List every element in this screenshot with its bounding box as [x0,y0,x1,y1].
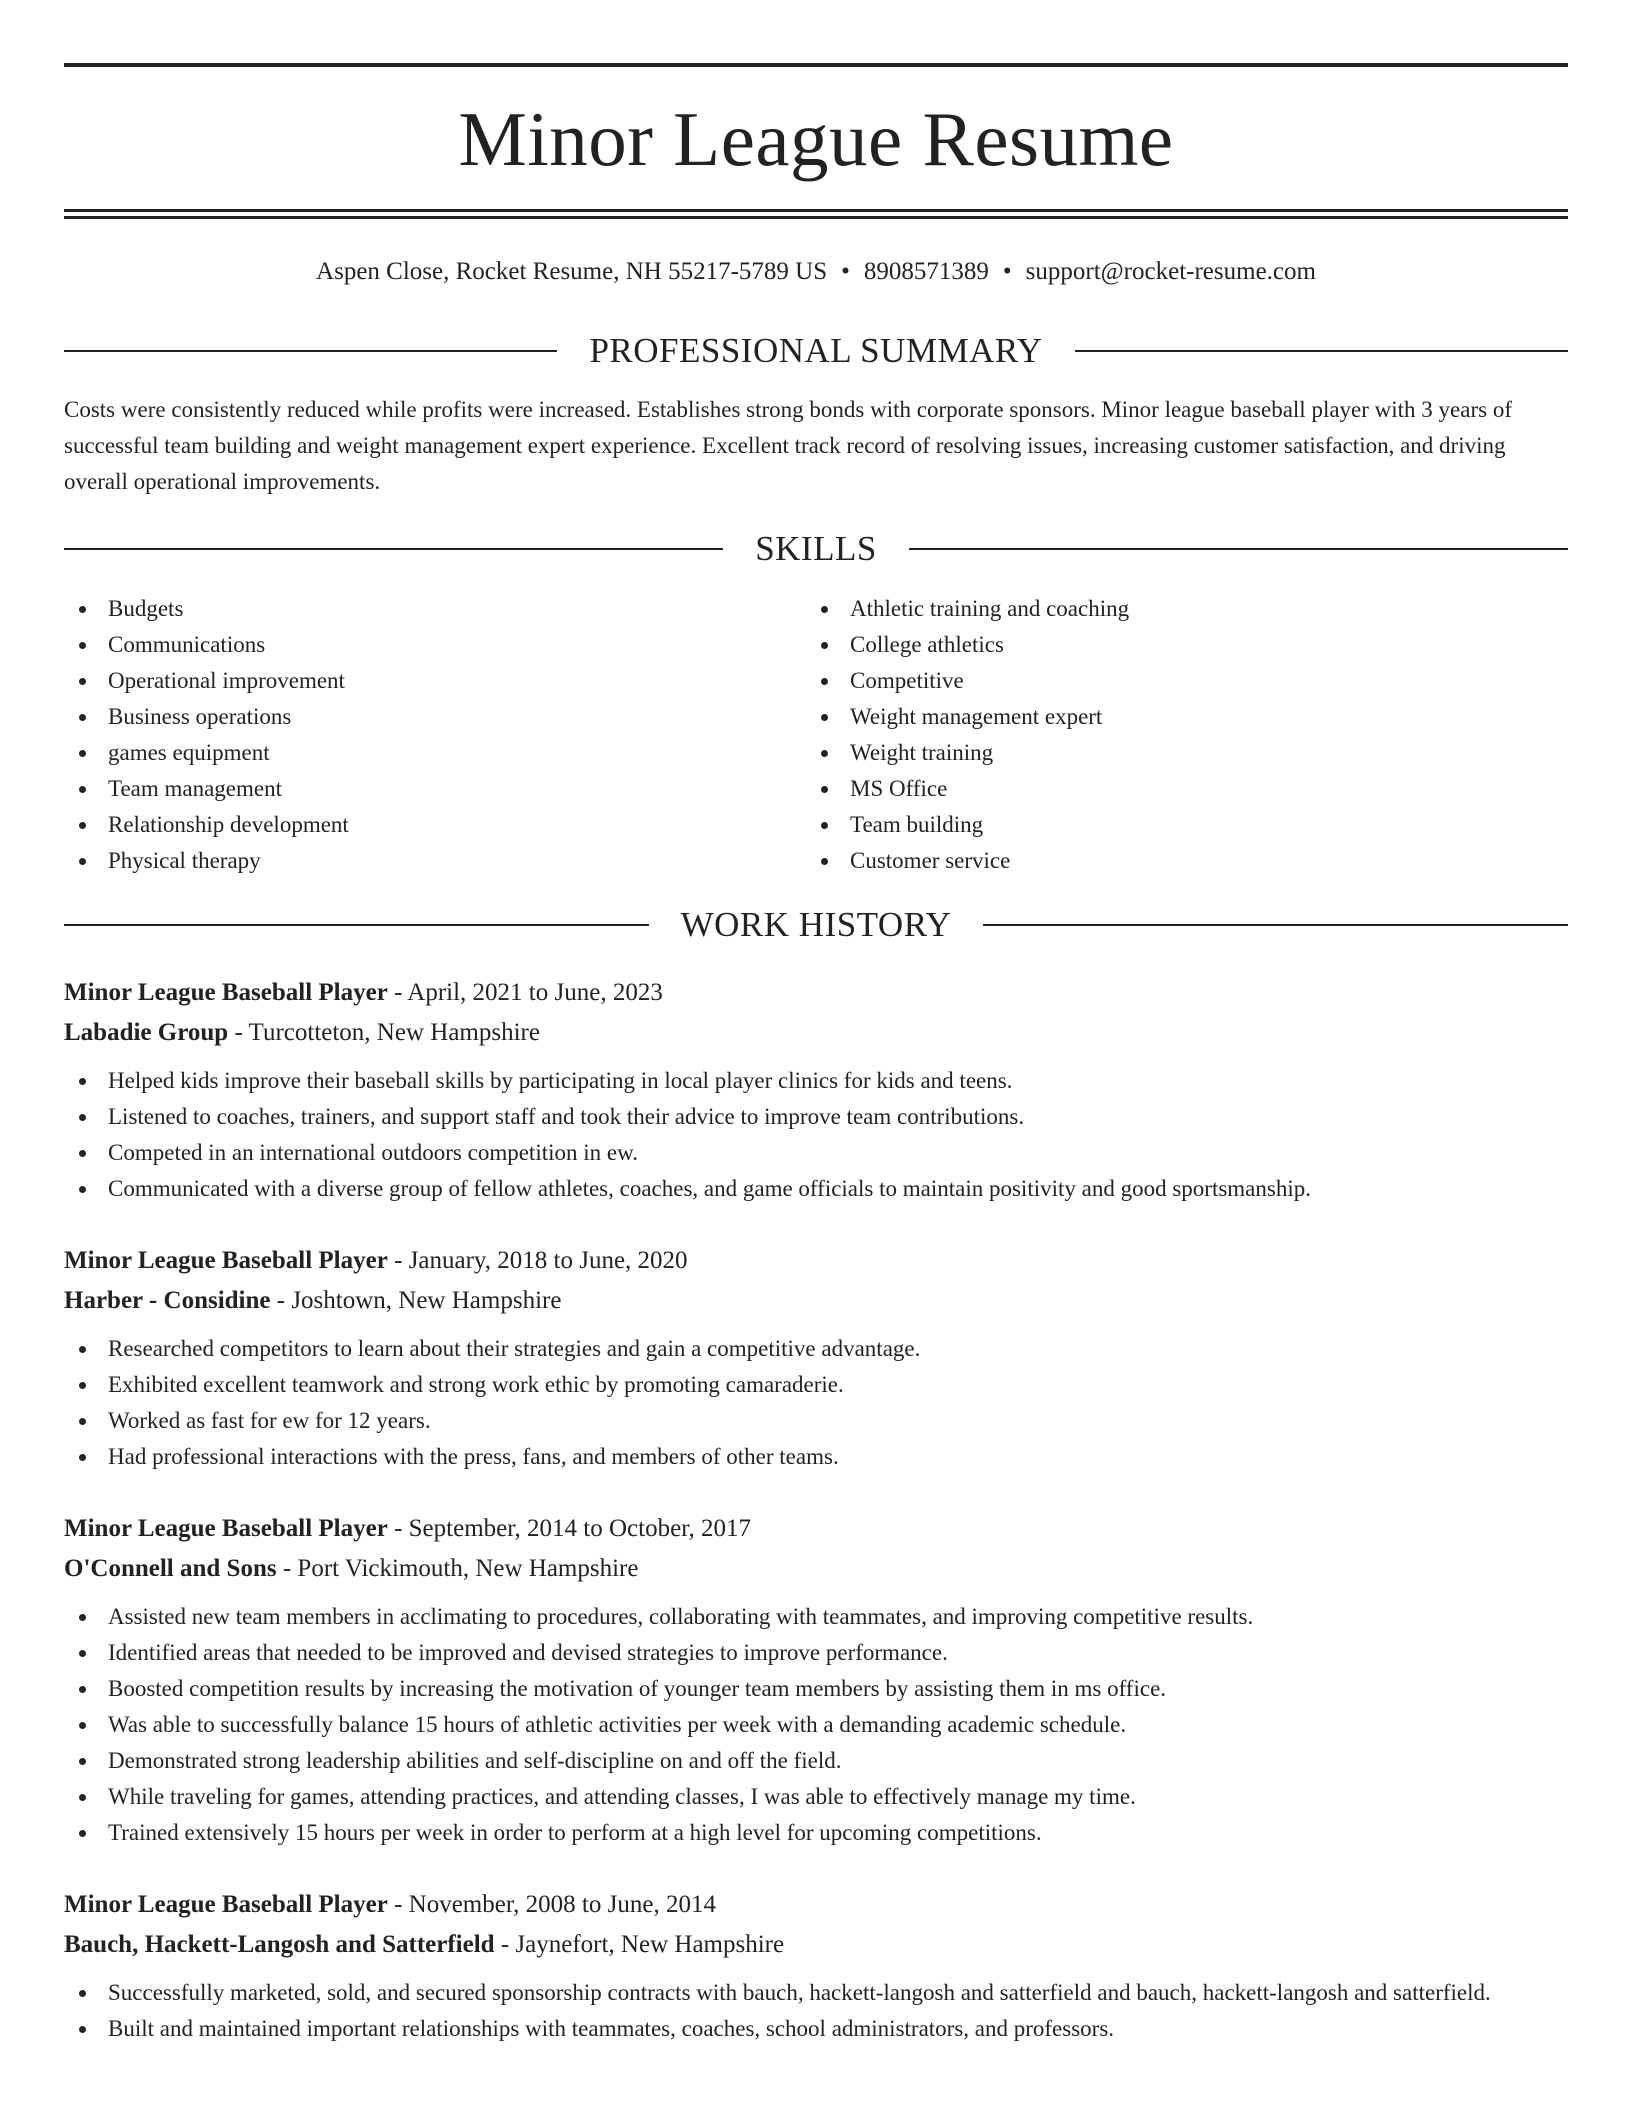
skill-item: Physical therapy [64,843,806,879]
job-title-line [64,1241,1568,1281]
job-dates: - November, 2008 to June, 2014 [387,1891,716,1918]
skills-section-heading [64,527,1568,571]
job-title: Minor League Baseball Player [64,1515,388,1542]
skill-item: College athletics [806,627,1548,663]
job-bullet: Demonstrated strong leadership abilities and self-discipline on and off the field. [64,1743,1568,1779]
top-rule [64,63,1568,67]
contact-email: support@rocket-resume.com [1025,258,1316,285]
skills-heading-label: SKILLS [755,529,877,568]
job-bullet: Was able to successfully balance 15 hours of athletic activities per week with a demanding academic schedule. [64,1707,1568,1743]
job-bullet: Worked as fast for ew for 12 years. [64,1403,1568,1439]
job-company: Bauch, Hackett-Langosh and Satterfield [64,1931,495,1958]
job-company-line [64,1013,1568,1053]
skill-item: Operational improvement [64,663,806,699]
skills-column-right [806,591,1548,879]
skills-column-left [64,591,806,879]
heading-rule-right [1075,350,1568,352]
contact-phone: 8908571389 [863,258,989,285]
summary-text: Costs were consistently reduced while profits were increased. Establishes strong bonds with corporate sponsors. Minor league baseball player with 3 years of successful team building and weight management expert experience. Excellent track record of resolving issues, increasing customer satisfaction, and driving overall operational improvements. [64,397,1512,494]
skill-item: MS Office [806,771,1548,807]
job-company: O'Connell and Sons [64,1555,277,1582]
job-entry [64,973,1568,1207]
job-bullet: Exhibited excellent teamwork and strong work ethic by promoting camaraderie. [64,1367,1568,1403]
job-title-line [64,1509,1568,1549]
job-bullet: Competed in an international outdoors competition in ew. [64,1135,1568,1171]
job-dates: - April, 2021 to June, 2023 [387,979,663,1006]
job-company: Harber - Considine [64,1287,271,1314]
heading-rule-left [64,924,649,926]
skill-item: Communications [64,627,806,663]
job-company-line [64,1925,1568,1965]
contact-separator: • [1002,258,1012,285]
skill-item: Weight training [806,735,1548,771]
work-heading-label: WORK HISTORY [680,905,952,944]
job-company: Labadie Group [64,1019,229,1046]
job-location: - Turcotteton, New Hampshire [228,1019,540,1046]
resume-title: Minor League Resume [458,96,1174,182]
job-title: Minor League Baseball Player [64,979,388,1006]
skill-item: Customer service [806,843,1548,879]
contact-separator: • [841,258,850,285]
title-double-rule [64,209,1568,219]
job-location: - Jaynefort, New Hampshire [494,1931,785,1958]
job-bullet: Researched competitors to learn about their strategies and gain a competitive advantage. [64,1331,1568,1367]
job-bullet: While traveling for games, attending practices, and attending classes, I was able to effectively manage my time. [64,1779,1568,1815]
heading-rule-right [909,548,1568,550]
summary-heading-label: PROFESSIONAL SUMMARY [589,331,1043,370]
job-bullet: Communicated with a diverse group of fellow athletes, coaches, and game officials to maintain positivity and good sportsmanship. [64,1171,1568,1207]
job-bullets [64,1331,1568,1475]
job-bullet: Helped kids improve their baseball skills by participating in local player clinics for kids and teens. [64,1063,1568,1099]
job-bullet: Had professional interactions with the press, fans, and members of other teams. [64,1439,1568,1475]
skill-item: Athletic training and coaching [806,591,1548,627]
job-title-line [64,1885,1568,1925]
skill-item: Weight management expert [806,699,1548,735]
heading-rule-left [64,548,723,550]
job-entry [64,1885,1568,2047]
job-entry [64,1241,1568,1475]
skill-item: Competitive [806,663,1548,699]
work-section-heading [64,903,1568,947]
summary-section-heading [64,329,1568,373]
job-bullets [64,1599,1568,1851]
skills-list [64,591,1568,879]
job-bullets [64,1975,1568,2047]
job-company-line [64,1549,1568,1589]
contact-line [64,255,1568,289]
heading-rule-right [983,924,1568,926]
job-bullet: Built and maintained important relationships with teammates, coaches, school administrators, and professors. [64,2011,1568,2047]
skill-item: Team management [64,771,806,807]
job-dates: - January, 2018 to June, 2020 [387,1247,688,1274]
job-title-line [64,973,1568,1013]
job-bullet: Trained extensively 15 hours per week in order to perform at a high level for upcoming competitions. [64,1815,1568,1851]
job-bullet: Listened to coaches, trainers, and support staff and took their advice to improve team contributions. [64,1099,1568,1135]
contact-address: Aspen Close, Rocket Resume, NH 55217-5789 US [316,258,828,285]
skill-item: Business operations [64,699,806,735]
job-dates: - September, 2014 to October, 2017 [387,1515,752,1542]
job-entry [64,1509,1568,1851]
job-location: - Joshtown, New Hampshire [270,1287,562,1314]
skill-item: games equipment [64,735,806,771]
job-title: Minor League Baseball Player [64,1247,388,1274]
job-bullet: Assisted new team members in acclimating to procedures, collaborating with teammates, and improving competitive results. [64,1599,1568,1635]
skill-item: Team building [806,807,1548,843]
job-company-line [64,1281,1568,1321]
job-bullet: Successfully marketed, sold, and secured sponsorship contracts with bauch, hackett-langosh and satterfield and bauch, hackett-langosh and satterfield. [64,1975,1568,2011]
skill-item: Relationship development [64,807,806,843]
job-bullet: Identified areas that needed to be improved and devised strategies to improve performance. [64,1635,1568,1671]
job-location: - Port Vickimouth, New Hampshire [276,1555,639,1582]
job-title: Minor League Baseball Player [64,1891,388,1918]
resume-page [64,0,1568,2047]
heading-rule-left [64,350,557,352]
skill-item: Budgets [64,591,806,627]
job-bullet: Boosted competition results by increasing the motivation of younger team members by assisting them in ms office. [64,1671,1568,1707]
job-bullets [64,1063,1568,1207]
